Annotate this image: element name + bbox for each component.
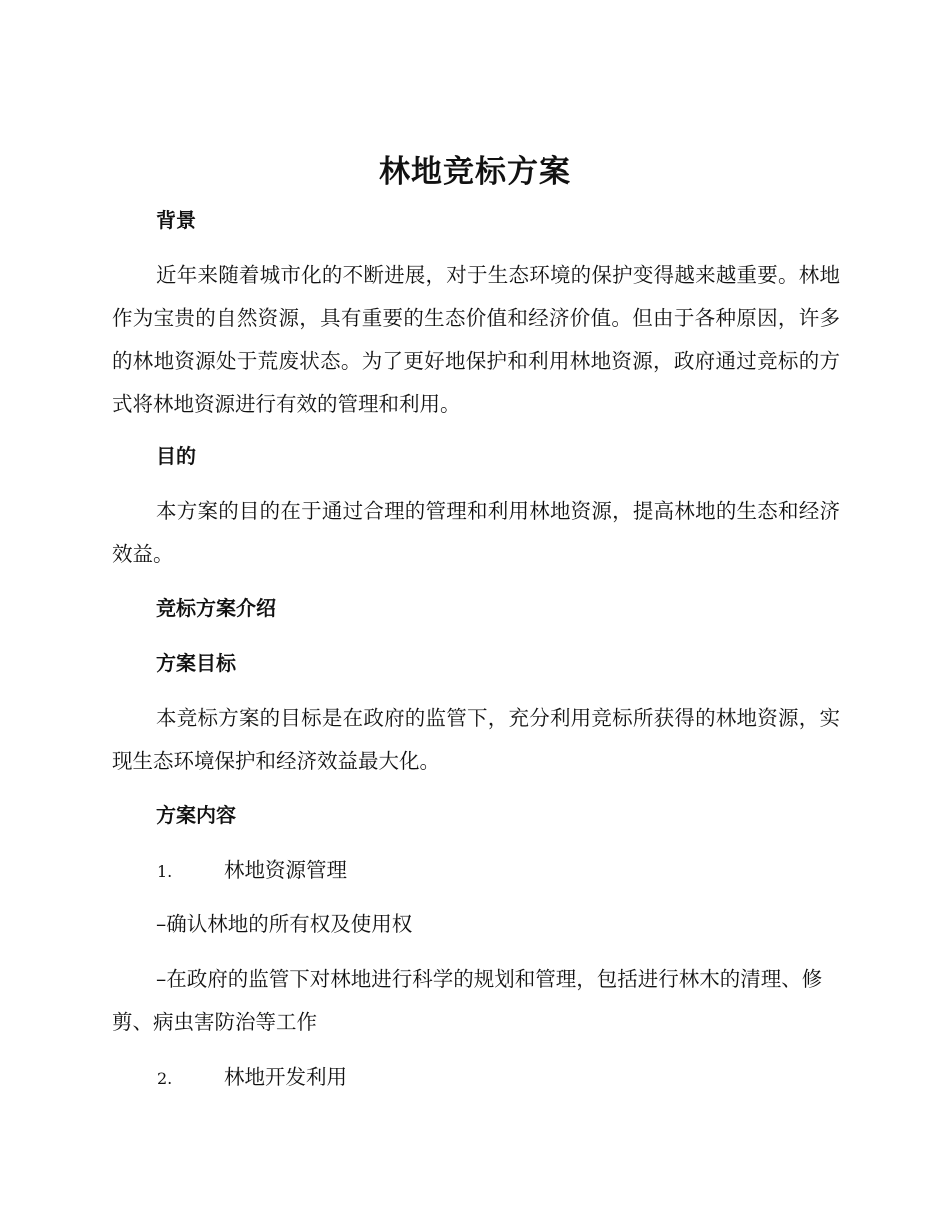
heading-content: 方案内容 bbox=[156, 803, 236, 827]
paragraph-goal: 本竞标方案的目标是在政府的监管下，充分利用竞标所获得的林地资源，实现生态环境保护和经济效益最大化。 bbox=[112, 706, 840, 773]
list-label-1: 林地资源管理 bbox=[224, 858, 347, 882]
document-title: 林地竞标方案 bbox=[379, 154, 571, 190]
bullet-management: –在政府的监管下对林地进行科学的规划和管理，包括进行林木的清理、修剪、病虫害防治等工作 bbox=[112, 967, 823, 1034]
heading-intro: 竞标方案介绍 bbox=[156, 596, 276, 620]
paragraph-purpose: 本方案的目的在于通过合理的管理和利用林地资源，提高林地的生态和经济效益。 bbox=[112, 499, 840, 566]
list-number-2: 2. bbox=[157, 1069, 173, 1088]
paragraph-background: 近年来随着城市化的不断进展，对于生态环境的保护变得越来越重要。林地作为宝贵的自然资源，具有重要的生态价值和经济价值。但由于各种原因，许多的林地资源处于荒废状态。为了更好地保护和利用林地资源，政府通过竞标的方式将林地资源进行有效的管理和利用。 bbox=[112, 263, 840, 416]
list-item-1 bbox=[157, 856, 347, 886]
heading-goal: 方案目标 bbox=[156, 651, 236, 675]
list-number-1: 1. bbox=[157, 862, 173, 881]
heading-background: 背景 bbox=[156, 208, 196, 232]
heading-purpose: 目的 bbox=[156, 444, 196, 468]
bullet-ownership: –确认林地的所有权及使用权 bbox=[156, 912, 413, 936]
list-item-2 bbox=[157, 1063, 347, 1093]
list-label-2: 林地开发利用 bbox=[224, 1065, 347, 1089]
